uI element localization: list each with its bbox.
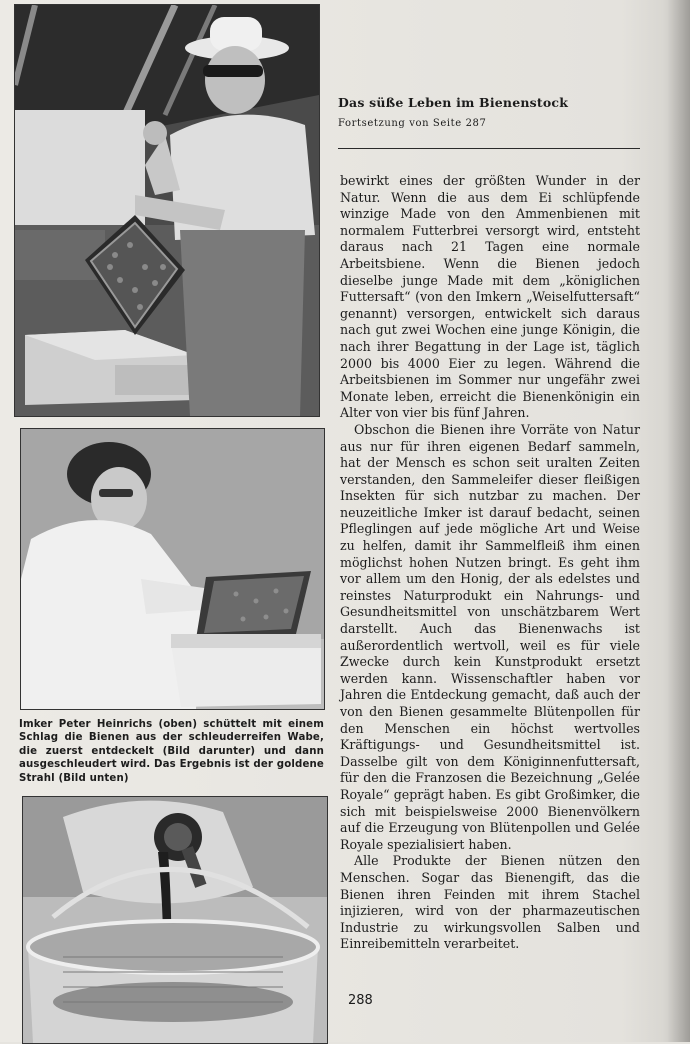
paragraph-1: bewirkt eines der größten Wunder in der Natur. Wenn die aus dem Ei schlüpfende winzige Made von den Ammenbienen mit normalem Futterbrei versorgt wird, entsteht daraus nach 21 Tagen eine normale Arbeitsbiene. Wenn die Bienen jedoch dieselbe junge Made mit dem „königlichen Futtersaft“ (von den Imkern „Weiselfuttersaft“ genannt) versorgen, entwickelt sich daraus nach gut zwei Wochen eine junge Königin, die nach ihrer Begattung in der Lage ist, täglich 2000 bis 4000 Eier zu legen. Während die Arbeitsbienen im Sommer nur ungefähr zwei Monate leben, erreicht die Bienenkönigin ein Alter von vier bis fünf Jahren. bbox=[340, 173, 640, 421]
article-title: Das süße Leben im Bienenstock bbox=[338, 95, 569, 110]
article-body bbox=[340, 173, 640, 953]
page-number: 288 bbox=[348, 993, 373, 1008]
paragraph-2: Obschon die Bienen ihre Vorräte von Natur aus nur für ihren eigenen Bedarf sammeln, hat der Mensch es schon seit uralten Zeiten verstanden, den Sammeleifer dieser fleißigen Insekten für sich nutzbar zu machen. Der neuzeitliche Imker ist darauf bedacht, seinen Pfleglingen auf jede mögliche Art und Weise zu helfen, damit ihr Sammelfleiß ihm einen möglichst hohen Nutzen bringt. Es geht ihm vor allem um den Honig, der als edelstes und reinstes Naturprodukt ein Nahrungs- und Gesundheitsmittel von unschätzbarem Wert darstellt. Auch das Bienenwachs ist außerordentlich wertvoll, weil es für viele Zwecke durch kein Kunstprodukt ersetzt werden kann. Wissenschaftler haben vor Jahren die Entdeckung gemacht, daß auch der von den Bienen gesammelte Blütenpollen für den Menschen ein höchst wertvolles Kräftigungs- und Gesundheitsmittel ist. Dasselbe gilt von dem Königinnenfuttersaft, für den die Franzosen die Bezeichnung „Gelée Royale“ geprägt haben. Es gibt Großimker, die sich mit beispielsweise 2000 Bienenvölkern auf die Erzeugung von Blütenpollen und Gelée Royale spezialisiert haben. bbox=[340, 421, 640, 852]
woman-uncapping-comb-photo bbox=[20, 428, 325, 710]
beekeeper-shaking-frame-photo bbox=[14, 4, 320, 417]
page-edge-shadow bbox=[668, 0, 690, 1042]
photo-caption: Imker Peter Heinrichs (oben) schüttelt mit einem Schlag die Bienen aus der schleuderreifen Wabe, die zuerst entdeckelt (Bild darunter) und dann ausgeschleudert wird. Das Ergebnis ist der goldene Strahl (Bild unten) bbox=[19, 719, 324, 784]
header-rule bbox=[338, 148, 640, 149]
beekeeper-illustration bbox=[15, 5, 319, 416]
honey-extractor-stream-photo bbox=[22, 796, 328, 1044]
uncapping-illustration bbox=[21, 429, 324, 709]
paragraph-3: Alle Produkte der Bienen nützen den Menschen. Sogar das Bienengift, das die Bienen ihren Feinden mit ihrem Stachel injizieren, wird von der pharmazeutischen Industrie zu wirkungsvollen Salben und Einreibemitteln verarbeitet. bbox=[340, 853, 640, 952]
article-continuation-note: Fortsetzung von Seite 287 bbox=[338, 118, 487, 129]
extractor-illustration bbox=[23, 797, 327, 1043]
